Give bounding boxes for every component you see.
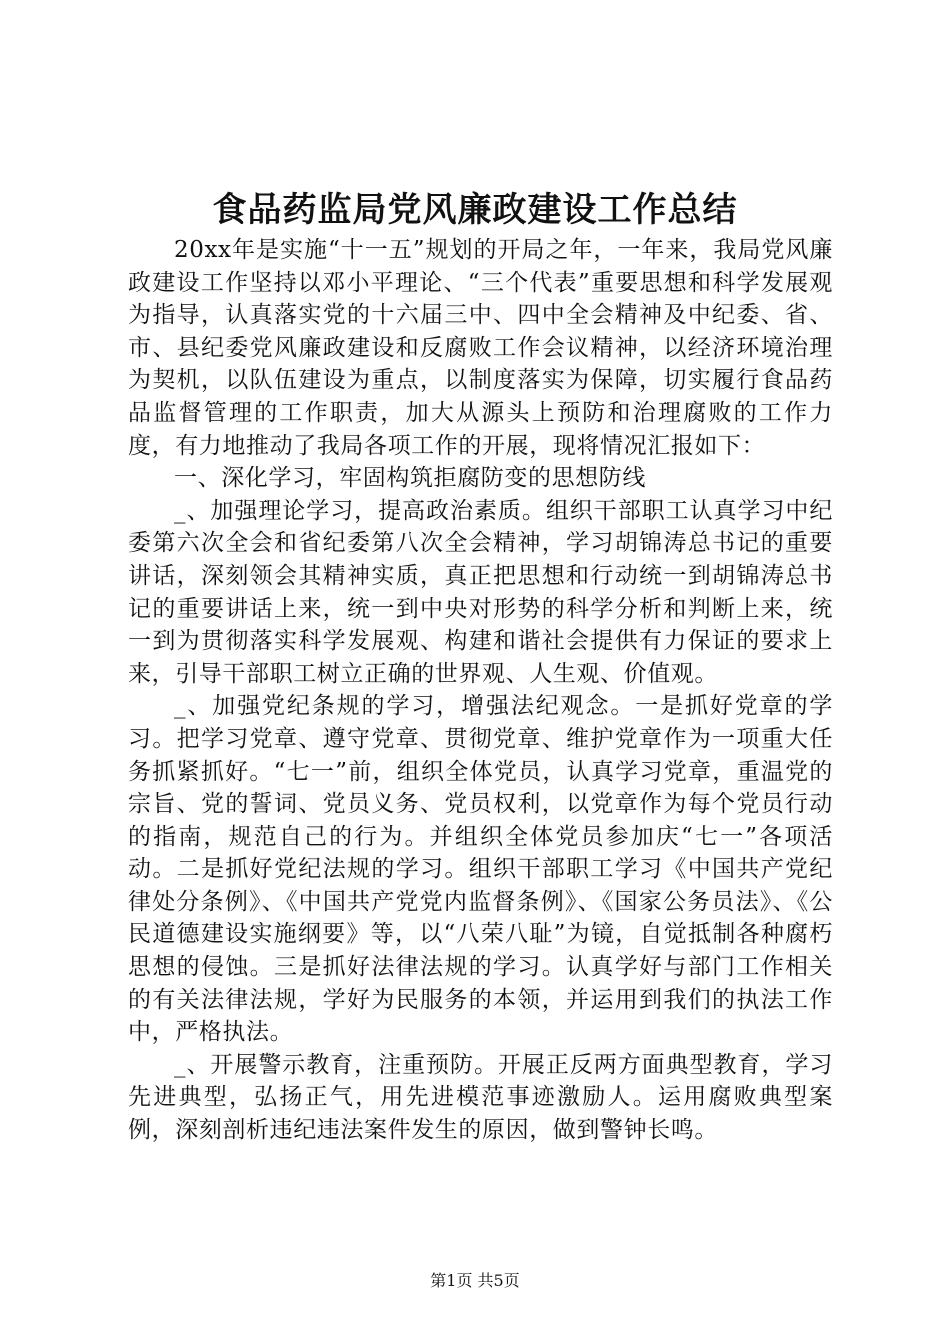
page-number: 第1页 共5页	[430, 1271, 520, 1290]
paragraph-intro: 20xx年是实施“十一五”规划的开局之年，一年来，我局党风廉政建设工作坚持以邓小平理论、“三个代表”重要思想和科学发展观为指导，认真落实党的十六届三中、四中全会精神及中纪委、省、市、县纪委党风廉政建设和反腐败工作会议精神，以经济环境治理为契机，以队伍建设为重点，以制度落实为保障，切实履行食品药品监督管理的工作职责，加大从源头上预防和治理腐败的工作力度，有力地推动了我局各项工作的开展，现将情况汇报如下：	[128, 237, 833, 459]
document-body	[128, 234, 833, 1147]
paragraph-party-discipline: _、加强党纪条规的学习，增强法纪观念。一是抓好党章的学习。把学习党章、遵守党章、贯彻党章、维护党章作为一项重大任务抓紧抓好。“七一”前，组织全体党员，认真学习党章，重温党的宗旨、党的誓词、党员义务、党员权利，以党章作为每个党员行动的指南，规范自己的行为。并组织全体党员参加庆“七一”各项活动。二是抓好党纪法规的学习。组织干部职工学习《中国共产党纪律处分条例》、《中国共产党党内监督条例》、《国家公务员法》、《公民道德建设实施纲要》等，以“八荣八耻”为镜，自觉抵制各种腐朽思想的侵蚀。三是抓好法律法规的学习。认真学好与部门工作相关的有关法律法规，学好为民服务的本领，并运用到我们的执法工作中，严格执法。	[128, 693, 833, 1046]
document-title: 食品药监局党风廉政建设工作总结	[212, 190, 738, 230]
section-heading: 一、深化学习，牢固构筑拒腐防变的思想防线	[174, 465, 646, 492]
paragraph-warning-education: _、开展警示教育，注重预防。开展正反两方面典型教育，学习先进典型，弘扬正气，用先进模范事迹激励人。运用腐败典型案例，深刻剖析违纪违法案件发生的原因，做到警钟长鸣。	[128, 1051, 833, 1144]
paragraph-theory-study: _、加强理论学习，提高政治素质。组织干部职工认真学习中纪委第六次全会和省纪委第八次全会精神，学习胡锦涛总书记的重要讲话，深刻领会其精神实质，真正把思想和行动统一到胡锦涛总书记的重要讲话上来，统一到中央对形势的科学分析和判断上来，统一到为贯彻落实科学发展观、构建和谐社会提供有力保证的要求上来，引导干部职工树立正确的世界观、人生观、价值观。	[128, 497, 833, 687]
